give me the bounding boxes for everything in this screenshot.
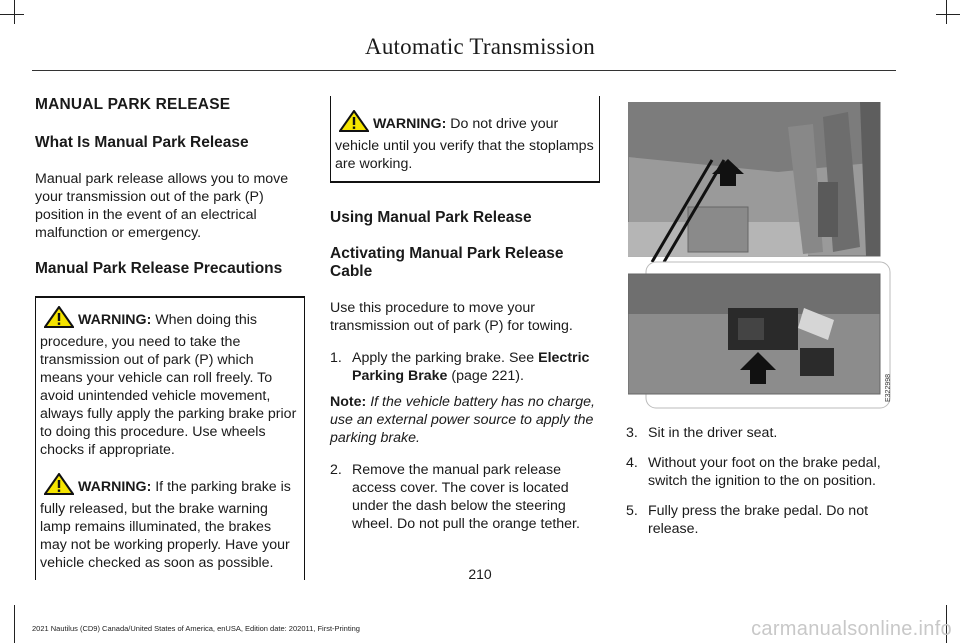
steps-list: [626, 424, 898, 538]
crop-mark: [0, 14, 24, 15]
step-text: Fully press the brake pedal. Do not release.: [648, 503, 869, 537]
steps-list: [330, 461, 600, 533]
warning-label: WARNING:: [78, 312, 152, 328]
column-left: [35, 96, 305, 592]
illustration: [628, 102, 896, 410]
header-rule: [32, 70, 896, 71]
note-label: Note:: [330, 394, 367, 410]
step-number: 5.: [626, 503, 638, 519]
paragraph: Manual park release allows you to move your transmission out of the park (P) position in the event of an electrical malfunction or emergency.: [35, 171, 289, 241]
note: [330, 393, 600, 447]
column-right: [626, 424, 898, 550]
footer-edition: 2021 Nautilus (CD9) Canada/United States of America, enUSA, Edition date: 202011, First-Printing: [32, 624, 360, 633]
subsection-title: Activating Manual Park Release Cable: [330, 245, 564, 280]
crop-mark: [14, 0, 15, 24]
warning-box: [35, 296, 305, 580]
dashboard-illustration: [628, 102, 896, 410]
step-number: 3.: [626, 425, 638, 441]
warning-triangle-icon: [44, 473, 74, 500]
warning-label: WARNING:: [78, 479, 152, 495]
warning: [40, 306, 300, 459]
list-item: [330, 461, 600, 533]
page-reference: (page 221).: [447, 368, 524, 384]
warning-triangle-icon: [44, 306, 74, 333]
step-text: Remove the manual park release access cover. The cover is located under the dash below the steering wheel. Do not pull the orange tether.: [352, 462, 580, 532]
list-item: [330, 349, 600, 385]
crop-mark: [946, 0, 947, 24]
subsection-title: What Is Manual Park Release: [35, 134, 249, 151]
subsection-title: Using Manual Park Release: [330, 209, 532, 226]
warning: [40, 473, 300, 572]
warning-label: WARNING:: [373, 116, 447, 132]
page-number: 210: [468, 566, 492, 582]
list-item: [626, 454, 898, 490]
paragraph: Use this procedure to move your transmission out of park (P) for towing.: [330, 300, 573, 334]
warning-box: [330, 96, 600, 183]
crop-mark: [936, 14, 960, 15]
note-text: If the vehicle battery has no charge, use an external power source to apply the parking brake.: [330, 394, 595, 446]
list-item: [626, 502, 898, 538]
page-header-title: Automatic Transmission: [365, 34, 595, 59]
cross-reference-link[interactable]: Electric Parking Brake: [352, 350, 590, 384]
step-text: Apply the parking brake. See: [352, 350, 539, 366]
column-middle: [330, 96, 600, 545]
warning-triangle-icon: [339, 110, 369, 137]
watermark: carmanualsonline.info: [751, 618, 952, 640]
step-text: Without your foot on the brake pedal, switch the ignition to the on position.: [648, 455, 881, 489]
warning-text: Do not drive your vehicle until you verify that the stoplamps are working.: [335, 116, 594, 172]
warning: [335, 110, 595, 173]
step-text: Sit in the driver seat.: [648, 425, 778, 441]
warning-text: When doing this procedure, you need to take the transmission out of park (P) which means your vehicle can roll freely. To avoid unintended vehicle movement, always fully apply the parking brake prior to doing this procedure. Use wheels chocks if appropriate.: [40, 312, 297, 458]
step-number: 4.: [626, 455, 638, 471]
subsection-title: Manual Park Release Precautions: [35, 260, 283, 277]
step-number: 2.: [330, 462, 342, 478]
step-number: 1.: [330, 350, 342, 366]
section-title: MANUAL PARK RELEASE: [35, 96, 231, 113]
warning-text: If the parking brake is fully released, but the brake warning lamp remains illuminated, the brakes may not be working properly. Have your vehicle checked as soon as possible.: [40, 479, 291, 571]
crop-mark: [14, 605, 15, 643]
figure-id-label: E322998: [885, 373, 892, 402]
list-item: [626, 424, 898, 442]
steps-list: [330, 349, 600, 385]
